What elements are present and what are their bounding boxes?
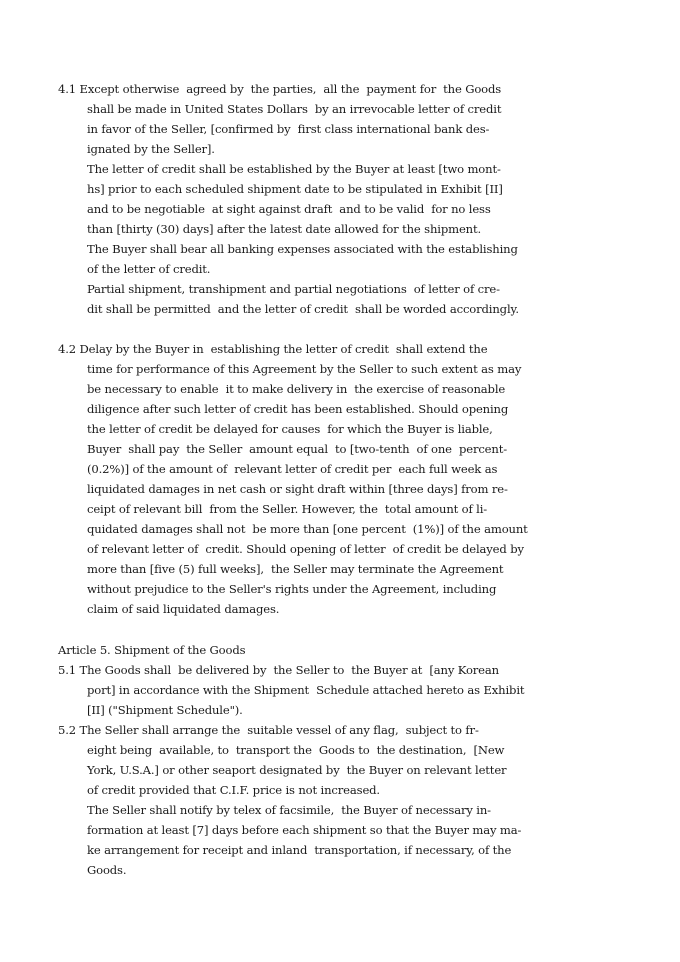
s4-1-line-11: Partial shipment, transhipment and partial negotiations of letter of cre- [87,282,500,296]
s4-1-line-9: The Buyer shall bear all banking expenses associated with the establishing [87,242,518,256]
s5-2-line-7: ke arrangement for receipt and inland transportation, if necessary, of the [87,843,512,857]
s4-2-line-3: be necessary to enable it to make delivery in the exercise of reasonable [87,382,506,396]
s5-2-line-3: York, U.S.A.] or other seaport designated by the Buyer on relevant letter [87,763,507,777]
s5-2-line-2: eight being available, to transport the Goods to the destination, [New [87,743,505,757]
s4-2-line-14: claim of said liquidated damages. [87,602,280,616]
s4-1-line-10: of the letter of credit. [87,262,211,276]
s4-1-line-1: 4.1 Except otherwise agreed by the parties, all the payment for the Goods [58,82,502,96]
s5-1-line-2: port] in accordance with the Shipment Schedule attached hereto as Exhibit [87,683,525,697]
s4-2-line-2: time for performance of this Agreement by the Seller to such extent as may [87,362,522,376]
s4-1-line-2: shall be made in United States Dollars by an irrevocable letter of credit [87,102,502,116]
s4-2-line-7: (0.2%)] of the amount of relevant letter of credit per each full week as [87,462,498,476]
s4-2-line-1: 4.2 Delay by the Buyer in establishing the letter of credit shall extend the [58,342,488,356]
s4-1-line-12: dit shall be permitted and the letter of credit shall be worded accordingly. [87,302,519,316]
s4-1-line-4: ignated by the Seller]. [87,142,215,156]
s5-2-line-8: Goods. [87,863,127,877]
s4-2-line-8: liquidated damages in net cash or sight draft within [three days] from re- [87,482,508,496]
s5-1-line-3: [II] ("Shipment Schedule"). [87,703,243,717]
s4-1-line-5: The letter of credit shall be established by the Buyer at least [two mont- [87,162,501,176]
s4-2-line-11: of relevant letter of credit. Should opening of letter of credit be delayed by [87,542,524,556]
s4-2-line-5: the letter of credit be delayed for causes for which the Buyer is liable, [87,422,493,436]
s4-2-line-6: Buyer shall pay the Seller amount equal to [two-tenth of one percent- [87,442,507,456]
art5-line-1: Article 5. Shipment of the Goods [58,643,246,657]
s4-2-line-10: quidated damages shall not be more than [one percent (1%)] of the amount [87,522,528,536]
s4-2-line-13: without prejudice to the Seller's rights under the Agreement, including [87,582,497,596]
s5-2-line-6: formation at least [7] days before each shipment so that the Buyer may ma- [87,823,522,837]
s4-1-line-3: in favor of the Seller, [confirmed by first class international bank des- [87,122,490,136]
s4-1-line-8: than [thirty (30) days] after the latest date allowed for the shipment. [87,222,482,236]
s4-1-line-7: and to be negotiable at sight against draft and to be valid for no less [87,202,491,216]
s5-2-line-1: 5.2 The Seller shall arrange the suitable vessel of any flag, subject to fr- [58,723,479,737]
s4-2-line-12: more than [five (5) full weeks], the Seller may terminate the Agreement [87,562,504,576]
s4-1-line-6: hs] prior to each scheduled shipment date to be stipulated in Exhibit [II] [87,182,503,196]
s4-2-line-9: ceipt of relevant bill from the Seller. However, the total amount of li- [87,502,488,516]
s4-2-line-4: diligence after such letter of credit has been established. Should opening [87,402,509,416]
s5-2-line-5: The Seller shall notify by telex of facsimile, the Buyer of necessary in- [87,803,491,817]
s5-2-line-4: of credit provided that C.I.F. price is not increased. [87,783,380,797]
s5-1-line-1: 5.1 The Goods shall be delivered by the Seller to the Buyer at [any Korean [58,663,499,677]
